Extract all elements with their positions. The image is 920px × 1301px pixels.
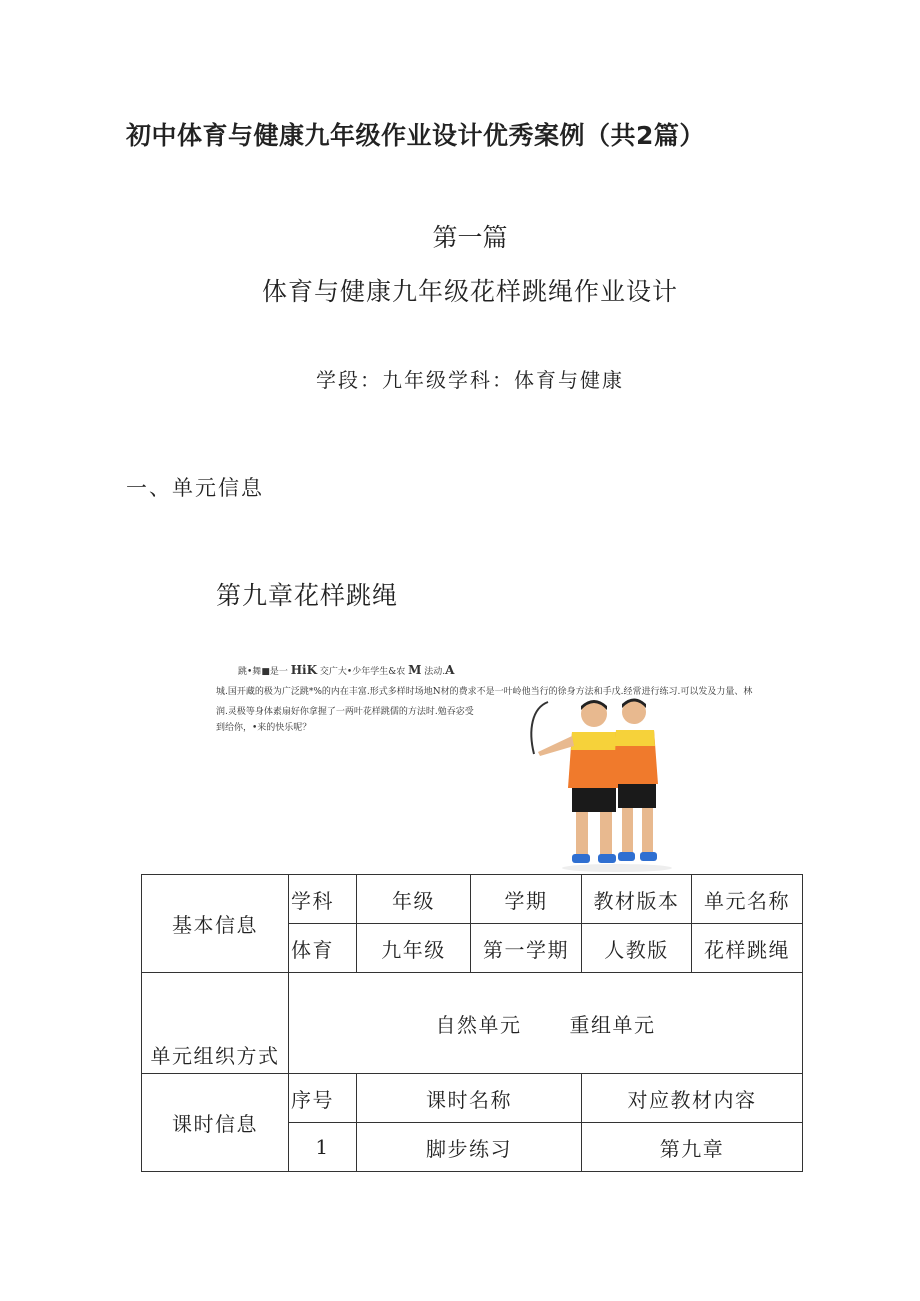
header-seq: 序号 [289, 1074, 357, 1123]
table-row [142, 1074, 803, 1123]
student-right [614, 699, 658, 862]
basic-info-label: 基本信息 [142, 875, 289, 973]
table-row [142, 875, 803, 924]
value-term: 第一学期 [471, 924, 582, 973]
intro-paragraph [216, 660, 822, 734]
row1-lesson-name: 脚步练习 [357, 1123, 582, 1172]
header-subject: 学科 [289, 875, 357, 924]
value-unit-name: 花样跳绳 [692, 924, 803, 973]
intro-line-4: 到给你，•来的快乐呢？ [216, 723, 312, 733]
document-title: 初中体育与健康九年级作业设计优秀案例（共2篇） [126, 121, 705, 150]
part-title: 体育与健康九年级花样跳绳作业设计 [261, 277, 678, 306]
row1-material: 第九章 [582, 1123, 803, 1172]
intro-line-3: 润.灵极等身体素扇好你拿握了一两叶花样跳儒的方法时.勉吞宓受 [216, 707, 474, 717]
value-grade: 九年级 [357, 924, 471, 973]
organization-options [289, 973, 803, 1074]
organization-regroup: 重组单元 [569, 1012, 656, 1037]
part-label: 第一篇 [432, 223, 508, 252]
header-grade: 年级 [357, 875, 471, 924]
chapter-title: 第九章花样跳绳 [216, 581, 399, 610]
section-heading: 一、单元信息 [126, 476, 264, 500]
header-material: 对应教材内容 [582, 1074, 803, 1123]
student-left [538, 700, 620, 863]
header-lesson-name: 课时名称 [357, 1074, 582, 1123]
lesson-info-label: 课时信息 [142, 1074, 289, 1172]
intro-line-1: 跳•舞■是一 HiK 交广大•少年学生&农 M 法动.A [238, 663, 455, 677]
jump-rope-students-photo [522, 690, 672, 874]
value-subject: 体育 [289, 924, 357, 973]
header-term: 学期 [471, 875, 582, 924]
header-unit-name: 单元名称 [692, 875, 803, 924]
row1-seq: 1 [289, 1123, 357, 1172]
intro-line-2: 城.国开藏的极为广泛跳*%的内在丰富.形式多样时场地N材的费求不是一叶岭他当行的徐身方法和手戊.经常进行练习.可以发及力量、林 [216, 687, 753, 697]
organization-label: 单元组织方式 [142, 973, 289, 1074]
jump-rope [531, 702, 548, 754]
organization-natural: 自然单元 [435, 1012, 522, 1037]
value-edition: 人教版 [582, 924, 692, 973]
table-row [142, 973, 803, 1074]
header-edition: 教材版本 [582, 875, 692, 924]
stage-subject-line: 学段：九年级学科：体育与健康 [316, 368, 624, 392]
unit-info-table [141, 874, 803, 1172]
